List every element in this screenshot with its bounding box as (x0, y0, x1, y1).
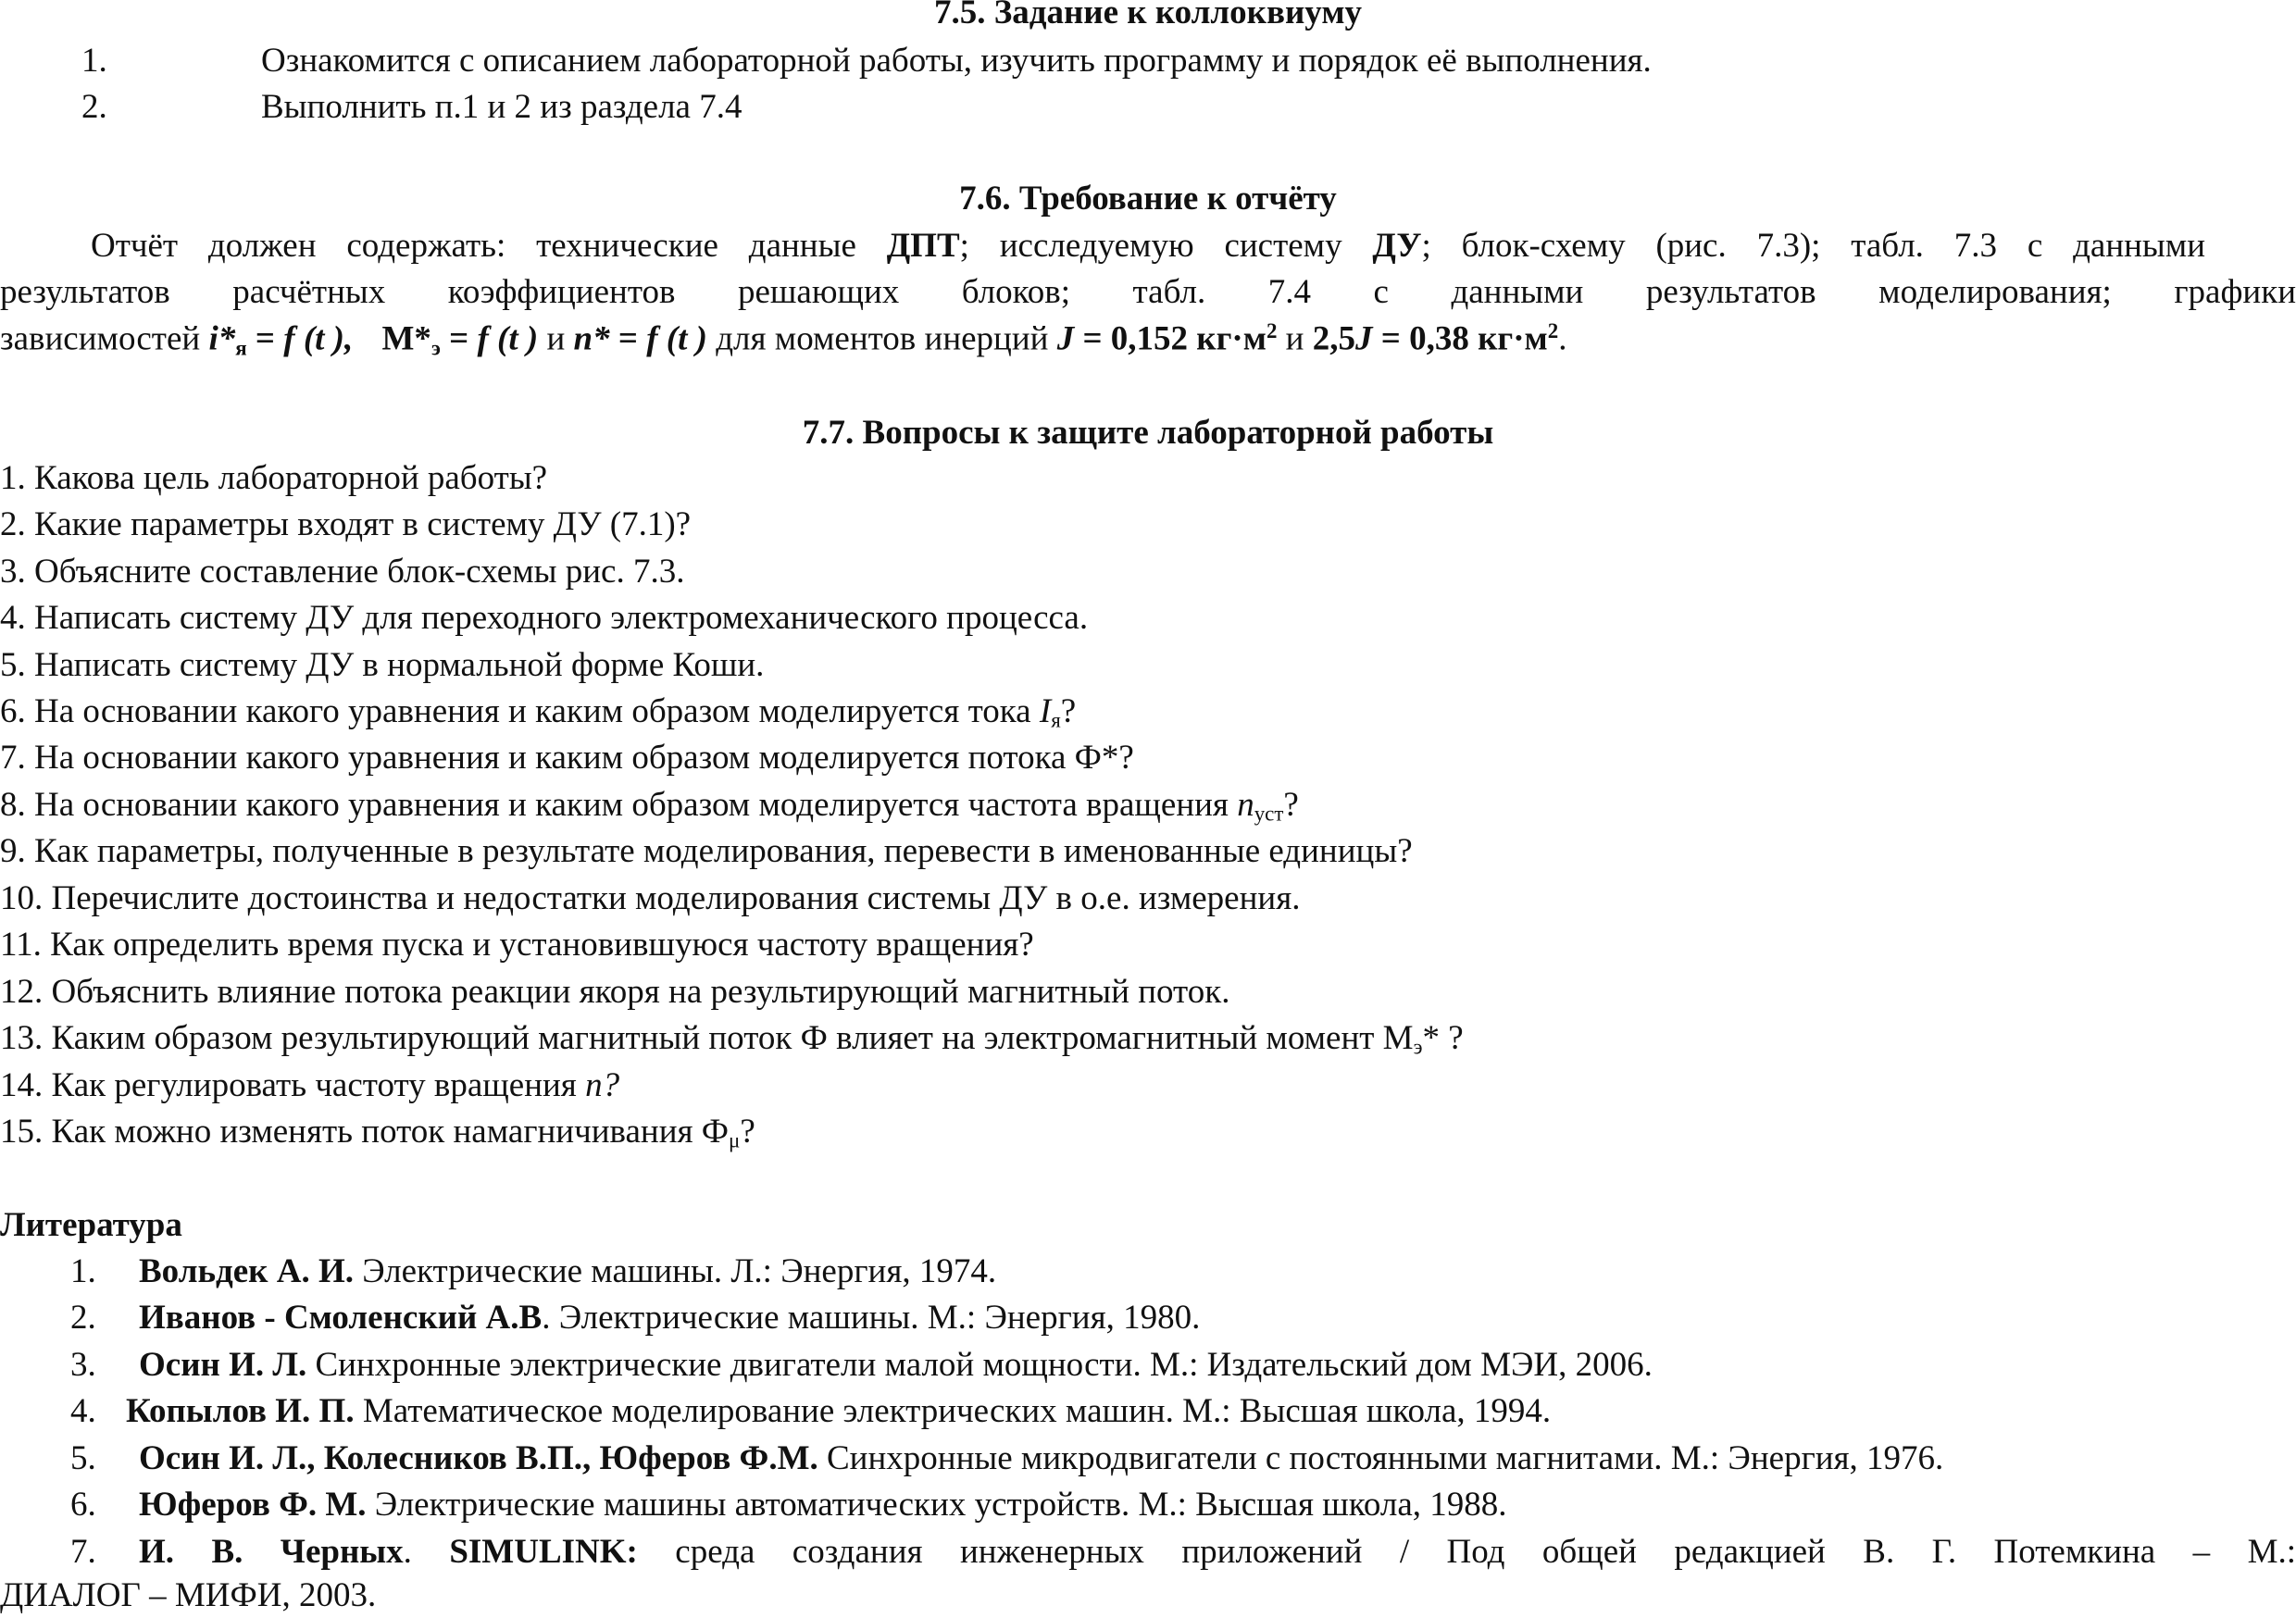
report-term: ДУ (1372, 227, 1422, 265)
report-text: для моментов инерций (706, 319, 1057, 358)
formula-var: n* (573, 319, 610, 358)
question-item: 11. Как определить время пуска и установившуюся частоту вращения? (0, 926, 1034, 964)
reference-number: 3. (70, 1346, 96, 1384)
report-text: ; блок-схему (рис. 7.3); табл. 7.3 с данными (1421, 227, 2205, 265)
reference-continuation: ДИАЛОГ – МИФИ, 2003. (0, 1576, 377, 1614)
reference-author: Юферов Ф. М. (139, 1486, 367, 1524)
question-tail: ? (1283, 786, 1299, 824)
formula-sup: 2 (1547, 319, 1559, 342)
reference-text: Математическое моделирование электрических машин. М.: Высшая школа, 1994. (354, 1392, 1552, 1430)
report-text: ; исследуемую систему (959, 227, 1373, 265)
colloquium-heading: 7.5. Задание к коллоквиуму (933, 0, 1363, 31)
reference-item (0, 1532, 2296, 1573)
report-text: Отчёт должен содержать: технические данные (91, 227, 887, 265)
report-term: ДПТ (886, 227, 960, 265)
list-text: Выполнить п.1 и 2 из раздела 7.4 (261, 88, 742, 126)
report-text: и (1277, 319, 1313, 358)
reference-item (0, 1391, 2296, 1432)
question-text: 14. Как регулировать частоту вращения (0, 1066, 586, 1104)
question-item (0, 1018, 1464, 1060)
formula-fn: f (646, 319, 658, 358)
formula-op: = (246, 319, 284, 358)
question-item: 10. Перечислите достоинства и недостатки моделирования системы ДУ в о.е. измерения. (0, 879, 1301, 917)
question-sub: μ (729, 1128, 741, 1152)
question-item: 3. Объясните составление блок-схемы рис. 7.3. (0, 553, 685, 591)
question-sub: я (1051, 708, 1061, 732)
reference-author: Вольдек А. И. (139, 1252, 354, 1290)
question-text: 13. Каким образом результирующий магнитный поток Ф влияет на электромагнитный момент М (0, 1019, 1414, 1057)
formula-fn: f (283, 319, 295, 358)
formula-fn: f (477, 319, 489, 358)
question-sub: э (1413, 1035, 1423, 1059)
reference-text: . (403, 1533, 450, 1571)
question-item (0, 691, 1076, 733)
formula-arg: (t ) (488, 319, 539, 358)
question-tail: ? (1060, 692, 1077, 730)
formula-sub: я (235, 336, 247, 360)
formula-value: = 0,152 кг·м (1074, 319, 1267, 358)
literature-heading: Литература (0, 1206, 182, 1244)
report-line-3 (0, 318, 2296, 361)
reference-text: . Электрические машины. М.: Энергия, 1980. (542, 1299, 1201, 1337)
reference-text: Синхронные микродвигатели с постоянными магнитами. М.: Энергия, 1976. (817, 1439, 1944, 1477)
formula-op: = (609, 319, 647, 358)
reference-item (0, 1345, 2296, 1386)
reference-number: 5. (70, 1439, 96, 1477)
question-item (0, 1112, 755, 1153)
reference-item (0, 1438, 2296, 1479)
reference-text: среда создания инженерных приложений / Под общей редакцией В. Г. Потемкина – М.: (637, 1533, 2296, 1571)
formula-value: 2,5 (1312, 319, 1355, 358)
reference-text: Синхронные электрические двигатели малой мощности. М.: Издательский дом МЭИ, 2006. (306, 1346, 1653, 1384)
reference-title: SIMULINK: (449, 1533, 638, 1571)
list-text: Ознакомится с описанием лабораторной работы, изучить программу и порядок её выполнения. (261, 42, 1652, 80)
question-text: 15. Как можно изменять поток намагничивания Ф (0, 1113, 730, 1151)
formula-arg: (t ) (657, 319, 707, 358)
formula-var: M* (381, 319, 431, 358)
question-item: 2. Какие параметры входят в систему ДУ (7.1)? (0, 505, 692, 543)
question-item (0, 785, 1299, 827)
question-tail: * ? (1422, 1019, 1464, 1057)
reference-item (0, 1251, 2296, 1292)
formula-value: = 0,38 кг·м (1372, 319, 1548, 358)
question-text: 6. На основании какого уравнения и каким образом моделируется тока (0, 692, 1040, 730)
question-item: 9. Как параметры, полученные в результате моделирования, перевести в именованные единицы? (0, 832, 1413, 870)
reference-number: 1. (70, 1252, 96, 1290)
reference-number: 7. (70, 1533, 96, 1571)
question-item: 5. Написать систему ДУ в нормальной форме Коши. (0, 646, 765, 684)
report-text: и (538, 319, 574, 358)
formula-var: J (1354, 319, 1373, 358)
reference-author: Иванов - Смоленский А.В (139, 1299, 543, 1337)
question-item: 12. Объяснить влияние потока реакции якоря на результирующий магнитный поток. (0, 973, 1230, 1011)
reference-number: 2. (70, 1299, 96, 1337)
question-item: 4. Написать систему ДУ для переходного электромеханического процесса. (0, 599, 1089, 637)
list-number: 1. (81, 42, 107, 80)
reference-item (0, 1485, 2296, 1525)
formula-var: J (1056, 319, 1075, 358)
question-var: n (1237, 786, 1254, 824)
question-item: 7. На основании какого уравнения и каким образом моделируется потока Ф*? (0, 739, 1134, 777)
reference-author: Копылов И. П. (126, 1392, 355, 1430)
question-tail: ? (740, 1113, 755, 1151)
reference-text: Электрические машины. Л.: Энергия, 1974. (353, 1252, 997, 1290)
question-var: n? (585, 1066, 620, 1104)
list-number: 2. (81, 88, 107, 126)
formula-sub: э (430, 336, 441, 360)
formula-var: i* (208, 319, 236, 358)
formula-op: = (440, 319, 478, 358)
question-text: 8. На основании какого уравнения и каким образом моделируется частота вращения (0, 786, 1238, 824)
formula-sup: 2 (1266, 319, 1278, 342)
question-item: 1. Какова цель лабораторной работы? (0, 459, 548, 497)
report-line-2: результатов расчётных коэффициентов решающих блоков; табл. 7.4 с данными результатов моделирования; графики (0, 273, 2296, 311)
report-text: зависимостей (0, 319, 209, 358)
reference-text: Электрические машины автоматических устройств. М.: Высшая школа, 1988. (366, 1486, 1507, 1524)
reference-author: И. В. Черных (139, 1533, 404, 1571)
question-var: I (1039, 692, 1052, 730)
reference-number: 4. (70, 1392, 96, 1430)
question-item (0, 1065, 619, 1106)
report-heading: 7.6. Требование к отчёту (959, 180, 1337, 218)
questions-heading: 7.7. Вопросы к защите лабораторной работы (802, 414, 1494, 452)
question-sub: уст (1254, 802, 1284, 826)
formula-arg: (t ), (294, 319, 354, 358)
reference-item (0, 1298, 2296, 1338)
reference-author: Осин И. Л. (139, 1346, 307, 1384)
reference-author: Осин И. Л., Колесников В.П., Юферов Ф.М. (139, 1439, 818, 1477)
reference-number: 6. (70, 1486, 96, 1524)
report-text: . (1558, 319, 1567, 358)
report-line-1 (0, 226, 2205, 267)
